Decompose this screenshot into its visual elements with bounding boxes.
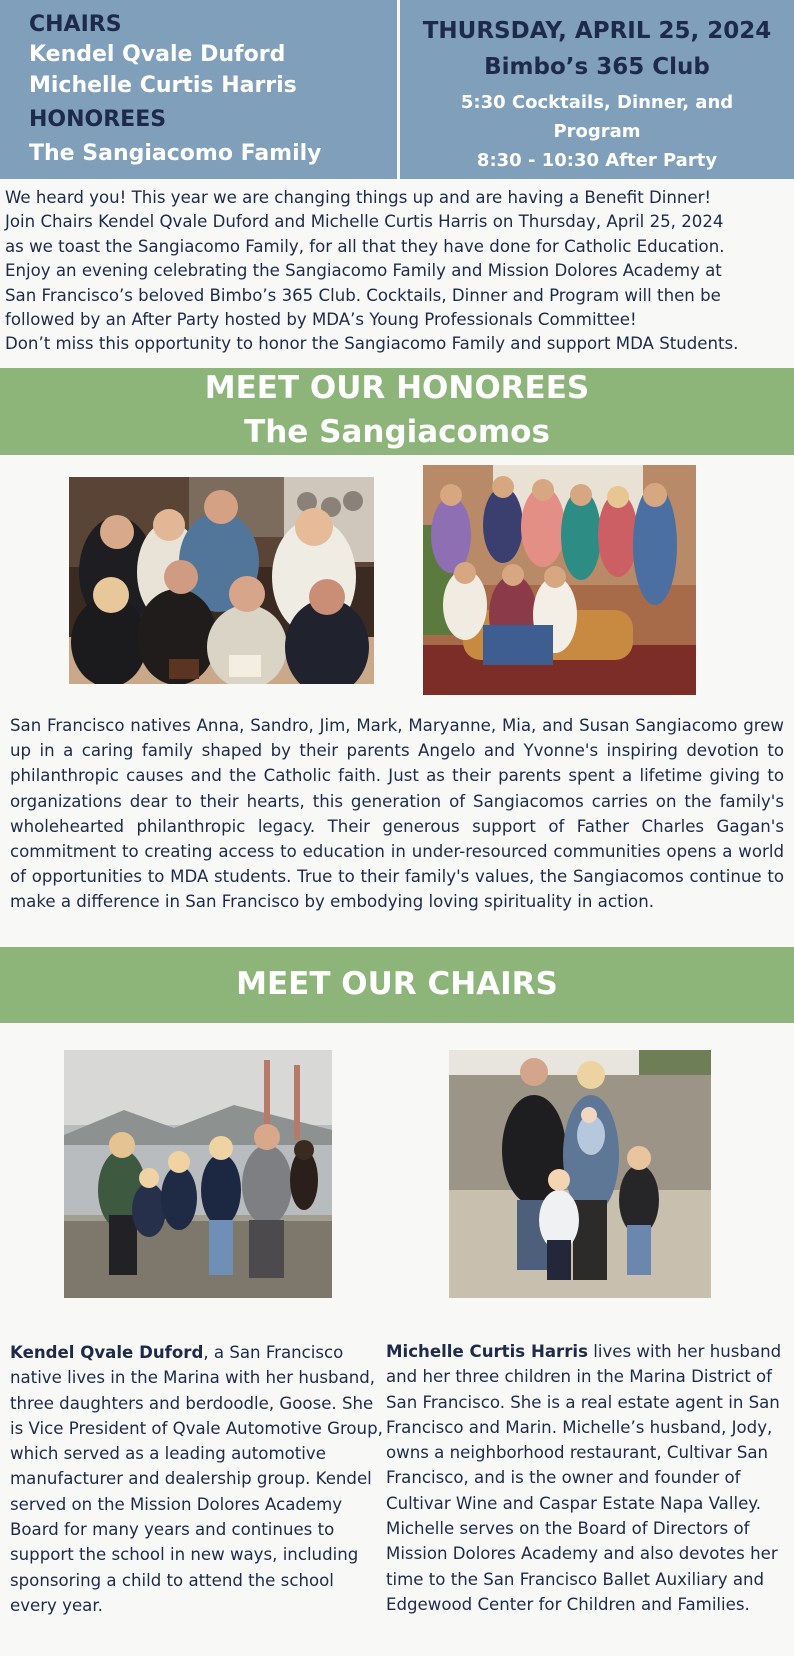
intro-line: Enjoy an evening celebrating the Sangiacomo Family and Mission Dolores Academy at <box>5 261 722 281</box>
honorees-label: HONOREES <box>29 107 167 132</box>
intro-line: followed by an After Party hosted by MDA’s Young Professionals Committee! <box>5 310 637 330</box>
harris-family-photo <box>449 1050 711 1298</box>
intro-line: Don’t miss this opportunity to honor the Sangiacomo Family and support MDA Students. <box>5 334 739 354</box>
honorees-section-subtitle: The Sangiacomos <box>244 414 550 450</box>
intro-text <box>5 186 791 357</box>
event-schedule-1: 5:30 Cocktails, Dinner, and <box>460 92 734 113</box>
bio-name: Kendel Qvale Duford <box>10 1343 204 1362</box>
event-schedule-1b: Program <box>553 121 641 142</box>
intro-line: San Francisco’s beloved Bimbo’s 365 Club. Cocktails, Dinner and Program will then be <box>5 285 721 305</box>
intro-line: Join Chairs Kendel Qvale Duford and Michelle Curtis Harris on Thursday, April 25, 2024 <box>5 212 724 232</box>
bio-text: lives with her husband and her three children in the Marina District of San Francisco. She is a real estate agent in San Francisco and Marin. Michelle’s husband, Jody, owns a neighborhood restaurant, Cultivar San Francisco, and is the owner and founder of Cultivar Wine and Caspar Estate Napa Valley. Michelle serves on the Board of Directors of Mission Dolores Academy and also devotes her time to the San Francisco Ballet Auxiliary and Edgewood Center for Children and Families. <box>386 1342 782 1614</box>
sangiacomo-family-photo-recent <box>69 477 374 684</box>
intro-line: as we toast the Sangiacomo Family, for all that they have done for Catholic Education. <box>5 236 725 256</box>
chairs-honorees-panel <box>0 0 397 179</box>
chair-bio-harris <box>386 1339 786 1617</box>
chairs-banner <box>0 947 794 1023</box>
bio-name: Michelle Curtis Harris <box>386 1342 588 1361</box>
bio-text: , a San Francisco native lives in the Marina with her husband, three daughters and berdoodle, Goose. She is Vice President of Qvale Automotive Group, which served as a leading automotive manufacturer and dealership group. Kendel served on the Mission Dolores Academy Board for many years and continues to support the school in new ways, including sponsoring a child to attend the school every year. <box>10 1343 383 1615</box>
duford-family-photo <box>64 1050 332 1298</box>
event-header <box>0 0 794 179</box>
chair-name-1: Kendel Qvale Duford <box>29 42 286 67</box>
event-details-panel <box>400 0 794 179</box>
intro-line: We heard you! This year we are changing things up and are having a Benefit Dinner! <box>5 188 712 207</box>
sangiacomo-family-photo-vintage <box>423 465 696 695</box>
chairs-section-title: MEET OUR CHAIRS <box>236 966 558 1002</box>
honorees-description: San Francisco natives Anna, Sandro, Jim, Mark, Maryanne, Mia, and Susan Sangiacomo grew up in a caring family shaped by their parents Angelo and Yvonne's inspiring devotion to philanthropic causes and the Catholic faith. Just as their parents spent a lifetime giving to organizations dear to their hearts, this generation of Sangiacomos carries on the family's wholehearted philanthropic legacy. Their generous support of Father Charles Gagan's commitment to creating access to education in under-resourced communities opens a world of opportunities to MDA students. True to their family's values, the Sangiacomos continue to make a difference in San Francisco by embodying loving spirituality in action. <box>10 716 784 912</box>
event-venue: Bimbo’s 365 Club <box>484 54 710 80</box>
event-schedule-2: 8:30 - 10:30 After Party <box>476 150 718 171</box>
chair-bio-duford <box>10 1340 385 1618</box>
honorees-name: The Sangiacomo Family <box>29 141 322 166</box>
honorees-banner <box>0 368 794 455</box>
honorees-section-title: MEET OUR HONOREES <box>204 370 590 406</box>
event-date: THURSDAY, APRIL 25, 2024 <box>422 18 772 44</box>
chair-name-2: Michelle Curtis Harris <box>29 73 297 98</box>
chairs-label: CHAIRS <box>29 12 122 37</box>
